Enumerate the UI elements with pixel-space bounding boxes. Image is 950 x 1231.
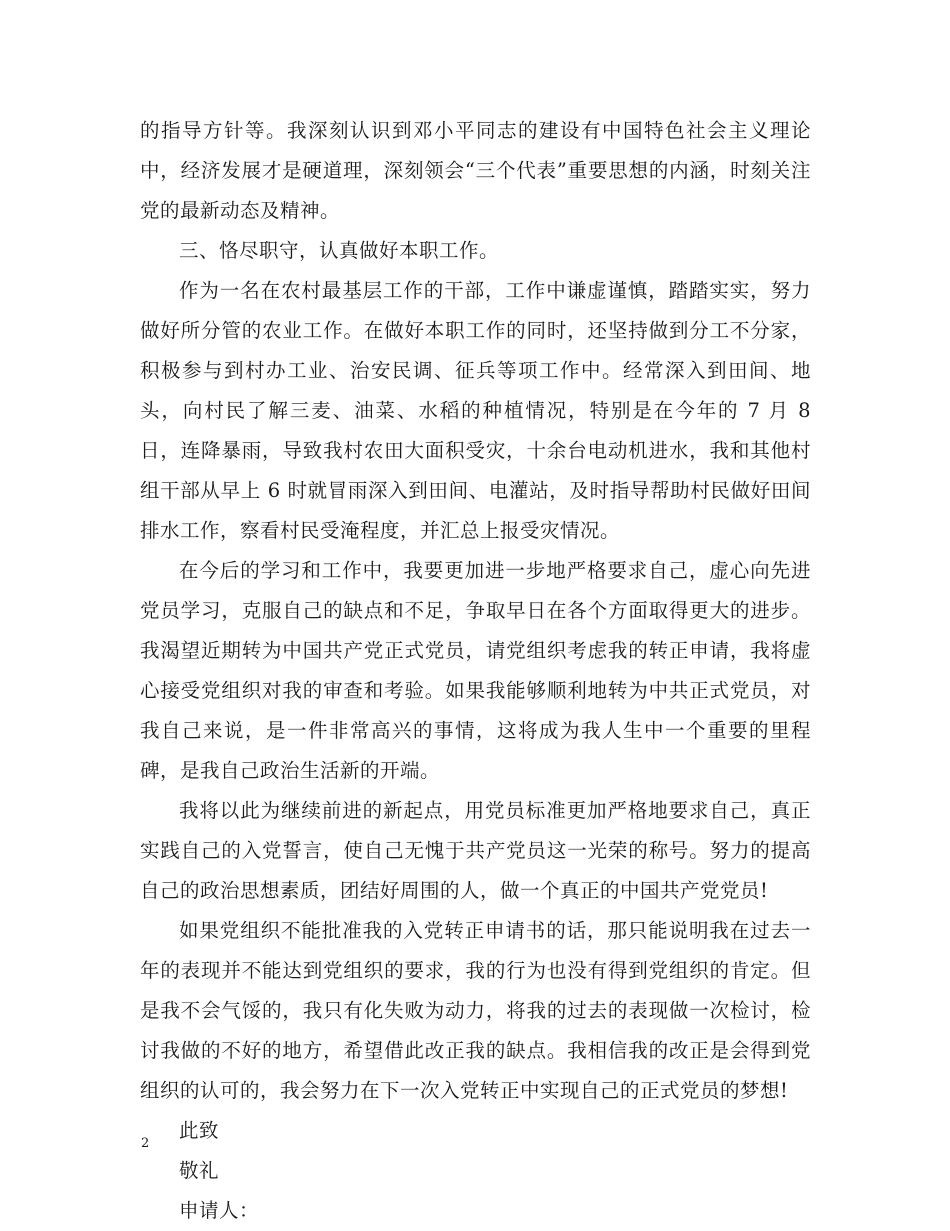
page-number: 2 [141, 1136, 150, 1151]
document-body [140, 111, 811, 1231]
closing-regards: 敬礼 [179, 1159, 220, 1182]
paragraph-if-not-approved: 如果党组织不能批准我的入党转正申请书的话，那只能说明我在过去一年的表现并不能达到党组织的要求，我的行为也没有得到党组织的肯定。但是我不会气馁的，我只有化失败为动力，将我的过去的表现做一次检讨，检讨我做的不好的地方，希望借此改正我的缺点。我相信我的改正是会得到党组织的认可的，我会努力在下一次入党转正中实现自己的正式党员的梦想! [140, 919, 811, 1102]
paragraph-continuation: 的指导方针等。我深刻认识到邓小平同志的建设有中国特色社会主义理论中，经济发展才是硬道理，深刻领会“三个代表”重要思想的内涵，时刻关注党的最新动态及精神。 [140, 119, 811, 222]
section-heading: 三、恪尽职守，认真做好本职工作。 [179, 239, 500, 262]
applicant-signature-label: 申请人： [179, 1199, 260, 1222]
paragraph-future-study: 在今后的学习和工作中，我要更加进一步地严格要求自己，虚心向先进党员学习，克服自己的缺点和不足，争取早日在各个方面取得更大的进步。我渴望近期转为中国共产党正式党员，请党组织考虑我的转正申请，我将虚心接受党组织对我的审查和考验。如果我能够顺利地转为中共正式党员，对我自己来说，是一件非常高兴的事情，这将成为我人生中一个重要的里程碑，是我自己政治生活新的开端。 [140, 559, 811, 782]
closing-salutation: 此致 [179, 1119, 220, 1142]
paragraph-work-duties: 作为一名在农村最基层工作的干部，工作中谦虚谨慎，踏踏实实，努力做好所分管的农业工作。在做好本职工作的同时，还坚持做到分工不分家，积极参与到村办工业、治安民调、征兵等项工作中。经常深入到田间、地头，向村民了解三麦、油菜、水稻的种植情况，特别是在今年的 7 月 8 日，连降暴雨，导致我村农田大面积受灾，十余台电动机进水，我和其他村组干部从早上 6 时就冒雨深入到田间、电灌站，及时指导帮助村民做好田间排水工作，察看村民受淹程度，并汇总上报受灾情况。 [140, 279, 811, 542]
paragraph-new-start: 我将以此为继续前进的新起点，用党员标准更加严格地要求自己，真正实践自己的入党誓言，使自己无愧于共产党员这一光荣的称号。努力的提高自己的政治思想素质，团结好周围的人，做一个真正的中国共产党党员! [140, 799, 811, 902]
